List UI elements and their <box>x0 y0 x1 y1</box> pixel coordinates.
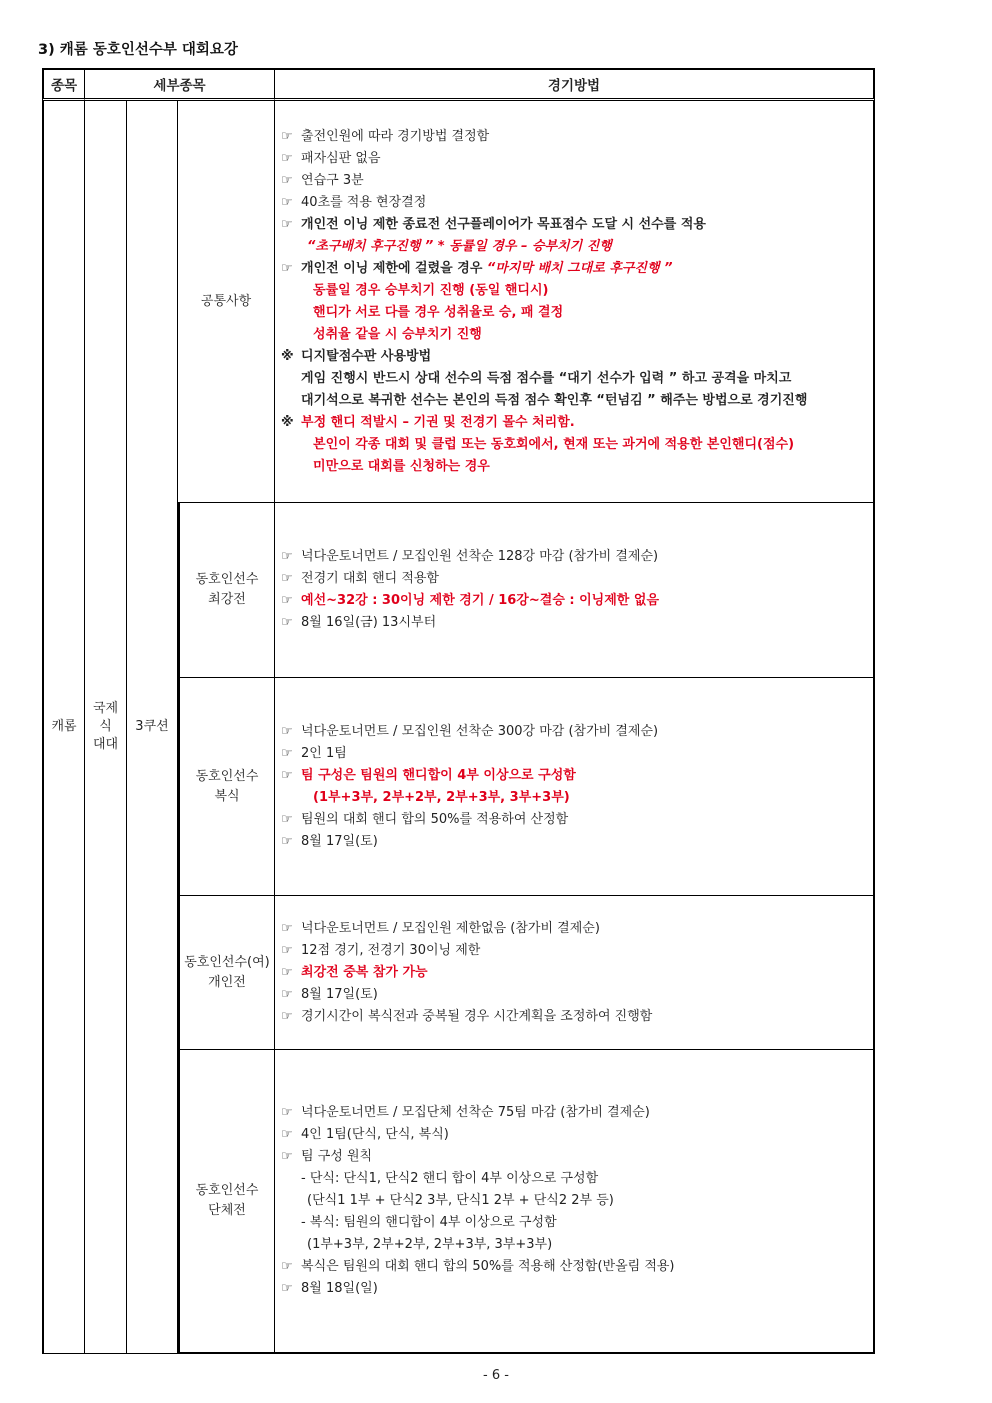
section-name-label: 동호인선수 단체전 <box>195 1183 259 1218</box>
method-line <box>281 1212 873 1234</box>
method-line <box>281 412 873 434</box>
method-line <box>281 148 873 170</box>
section-name <box>178 896 275 1050</box>
pointing-hand-icon: ☞ <box>281 1008 293 1024</box>
method-text: 게임 진행시 반드시 상대 선수의 득점 점수를 “대기 선수가 입력 ” 하고 공격을 마치고 <box>301 370 792 386</box>
pointing-hand-icon: ☞ <box>281 1259 293 1274</box>
method-text: 12점 경기, 전경기 30이닝 제한 <box>301 942 481 958</box>
pointing-hand-icon: ☞ <box>281 1149 293 1164</box>
method-text: 넉다운토너먼트 / 모집단체 선착순 75팀 마감 (참가비 결제순) <box>301 1105 650 1120</box>
method-line <box>281 962 873 984</box>
method-line <box>281 390 873 412</box>
header-row <box>42 68 875 101</box>
pointing-hand-icon: ☞ <box>281 942 293 958</box>
pointing-hand-icon: ☞ <box>281 767 293 783</box>
method-text: 개인전 이닝 제한 종료전 선구플레이어가 목표점수 도달 시 선수를 적용 <box>301 216 706 232</box>
method-text: 넉다운토너먼트 / 모집인원 선착순 128강 마감 (참가비 결제순) <box>301 549 659 564</box>
header-sub: 세부종목 <box>85 68 275 101</box>
method-line <box>281 1124 873 1146</box>
page-number: - 6 - <box>483 1368 509 1383</box>
method-text: 팀원의 대회 핸디 합의 50%를 적용하여 산정함 <box>301 811 569 827</box>
method-text: 최강전 중복 참가 가능 <box>301 964 428 980</box>
method-line <box>281 1278 873 1300</box>
section-name-label: 동호인선수(여) 개인전 <box>184 954 270 990</box>
method-line <box>281 236 873 258</box>
pointing-hand-icon: ☞ <box>281 723 293 739</box>
method-text: 동률일 경우 승부치기 진행 (동일 핸디시) <box>313 282 549 298</box>
method-line <box>281 590 873 612</box>
pointing-hand-icon: ☞ <box>281 833 293 849</box>
method-text: 대기석으로 복귀한 선수는 본인의 득점 점수 확인후 “턴넘김 ” 해주는 방법으로 경기진행 <box>301 392 808 408</box>
method-line <box>281 1190 873 1212</box>
section-method <box>275 678 875 896</box>
method-text: 부정 핸디 적발시 – 기권 및 전경기 몰수 처리함. <box>301 414 575 430</box>
pointing-hand-icon: ☞ <box>281 964 293 980</box>
method-text: 성취율 같을 시 승부치기 진행 <box>313 326 482 342</box>
method-text: 40초를 적용 현장결정 <box>301 194 427 210</box>
method-emphasis: “마지막 배치 그대로 후구진행 ” <box>486 260 673 276</box>
method-text: (1부+3부, 2부+2부, 2부+3부, 3부+3부) <box>307 1237 553 1252</box>
type-cell <box>85 101 127 1354</box>
section-name-label: 동호인선수 최강전 <box>195 572 259 607</box>
method-line <box>281 170 873 192</box>
pointing-hand-icon: ☞ <box>281 194 293 210</box>
method-text: 경기시간이 복식전과 중복될 경우 시간계획을 조정하여 진행함 <box>301 1008 653 1024</box>
event-cell: 캐롬 <box>42 101 85 1354</box>
pointing-hand-icon: ☞ <box>281 172 293 188</box>
section-method <box>275 503 875 678</box>
pointing-hand-icon: ☞ <box>281 216 293 232</box>
pointing-hand-icon: ☞ <box>281 150 293 166</box>
pointing-hand-icon: ☞ <box>281 1105 293 1120</box>
section-method <box>275 101 875 503</box>
method-text: 연습구 3분 <box>301 172 364 188</box>
pointing-hand-icon: ☞ <box>281 260 293 276</box>
pointing-hand-icon: ☞ <box>281 593 293 608</box>
method-text: 팀 구성 원칙 <box>301 1149 373 1164</box>
rules-table <box>42 68 875 1354</box>
header-event: 종목 <box>42 68 85 101</box>
method-line <box>281 568 873 590</box>
method-line <box>281 612 873 634</box>
method-line <box>281 126 873 148</box>
pointing-hand-icon: ☞ <box>281 1127 293 1142</box>
section-name <box>178 101 275 503</box>
section-method <box>275 1050 875 1354</box>
section-row <box>42 101 875 503</box>
method-text: 2인 1팀 <box>301 745 347 761</box>
method-text: 핸디가 서로 다를 경우 성취율로 승, 패 결정 <box>313 304 564 320</box>
cushion-cell: 3쿠션 <box>127 101 178 1354</box>
method-text: 본인이 각종 대회 및 클럽 또는 동호회에서, 현재 또는 과거에 적용한 본인핸디(점수) <box>313 436 795 452</box>
type-label: 국제 식 대대 <box>92 701 119 752</box>
method-text: 8월 18일(일) <box>301 1281 378 1296</box>
method-text: 8월 17일(토) <box>301 986 378 1002</box>
method-text: 8월 16일(금) 13시부터 <box>301 615 437 630</box>
method-text: - 단식: 단식1, 단식2 핸디 합이 4부 이상으로 구성함 <box>301 1171 599 1186</box>
pointing-hand-icon: ☞ <box>281 571 293 586</box>
pointing-hand-icon: ☞ <box>281 745 293 761</box>
method-text: - 복식: 팀원의 핸디합이 4부 이상으로 구성함 <box>301 1215 557 1230</box>
method-line <box>281 280 873 302</box>
method-line <box>281 743 873 765</box>
pointing-hand-icon: ☞ <box>281 811 293 827</box>
method-line <box>281 346 873 368</box>
section-title: 3) 캐롬 동호인선수부 대회요강 <box>38 42 238 58</box>
method-text: 디지탈점수판 사용방법 <box>301 348 432 364</box>
pointing-hand-icon: ☞ <box>281 920 293 936</box>
method-text: 복식은 팀원의 대회 핸디 합의 50%를 적용해 산정함(반올림 적용) <box>301 1259 675 1274</box>
method-line <box>281 1146 873 1168</box>
header-method: 경기방법 <box>275 68 875 101</box>
method-text: 예선~32강 : 30이닝 제한 경기 / 16강~결승 : 이닝제한 없음 <box>301 593 659 608</box>
method-line <box>281 787 873 809</box>
method-line <box>281 302 873 324</box>
method-text: “초구배치 후구진행 ” * 동률일 경우 – 승부치기 진행 <box>307 238 612 254</box>
method-text: 전경기 대회 핸디 적용함 <box>301 571 439 586</box>
method-line <box>281 918 873 940</box>
method-line <box>281 1256 873 1278</box>
section-name-label: 공통사항 <box>200 293 252 309</box>
section-name <box>178 1050 275 1354</box>
pointing-hand-icon: ☞ <box>281 549 293 564</box>
section-name <box>178 503 275 678</box>
section-name-label: 동호인선수 복식 <box>195 768 259 804</box>
method-line <box>281 809 873 831</box>
reference-mark-icon: ※ <box>281 348 294 364</box>
method-line <box>281 831 873 853</box>
method-line <box>281 546 873 568</box>
method-line <box>281 434 873 456</box>
method-text: 8월 17일(토) <box>301 833 378 849</box>
method-line <box>281 192 873 214</box>
method-text: (단식1 1부 + 단식2 3부, 단식1 2부 + 단식2 2부 등) <box>307 1193 614 1208</box>
method-line <box>281 721 873 743</box>
method-line <box>281 765 873 787</box>
pointing-hand-icon: ☞ <box>281 1281 293 1296</box>
method-line <box>281 984 873 1006</box>
method-line <box>281 1102 873 1124</box>
method-line <box>281 456 873 478</box>
method-text: 개인전 이닝 제한에 걸렸을 경우 <box>301 260 487 276</box>
method-text: (1부+3부, 2부+2부, 2부+3부, 3부+3부) <box>313 789 570 805</box>
method-line <box>281 1006 873 1028</box>
method-text: 패자심판 없음 <box>301 150 381 166</box>
method-line <box>281 1168 873 1190</box>
method-line <box>281 214 873 236</box>
method-line <box>281 368 873 390</box>
pointing-hand-icon: ☞ <box>281 986 293 1002</box>
section-name <box>178 678 275 896</box>
method-text: 미만으로 대회를 신청하는 경우 <box>313 458 490 474</box>
method-text: 팀 구성은 팀원의 핸디합이 4부 이상으로 구성함 <box>301 767 576 783</box>
section-method <box>275 896 875 1050</box>
pointing-hand-icon: ☞ <box>281 128 293 144</box>
method-text: 출전인원에 따라 경기방법 결정함 <box>301 128 490 144</box>
method-line <box>281 258 873 280</box>
pointing-hand-icon: ☞ <box>281 615 293 630</box>
method-text: 넉다운토너먼트 / 모집인원 제한없음 (참가비 결제순) <box>301 920 600 936</box>
method-line <box>281 940 873 962</box>
reference-mark-icon: ※ <box>281 414 294 430</box>
method-line <box>281 324 873 346</box>
method-line <box>281 1234 873 1256</box>
method-text: 넉다운토너먼트 / 모집인원 선착순 300강 마감 (참가비 결제순) <box>301 723 659 739</box>
method-text: 4인 1팀(단식, 단식, 복식) <box>301 1127 449 1142</box>
